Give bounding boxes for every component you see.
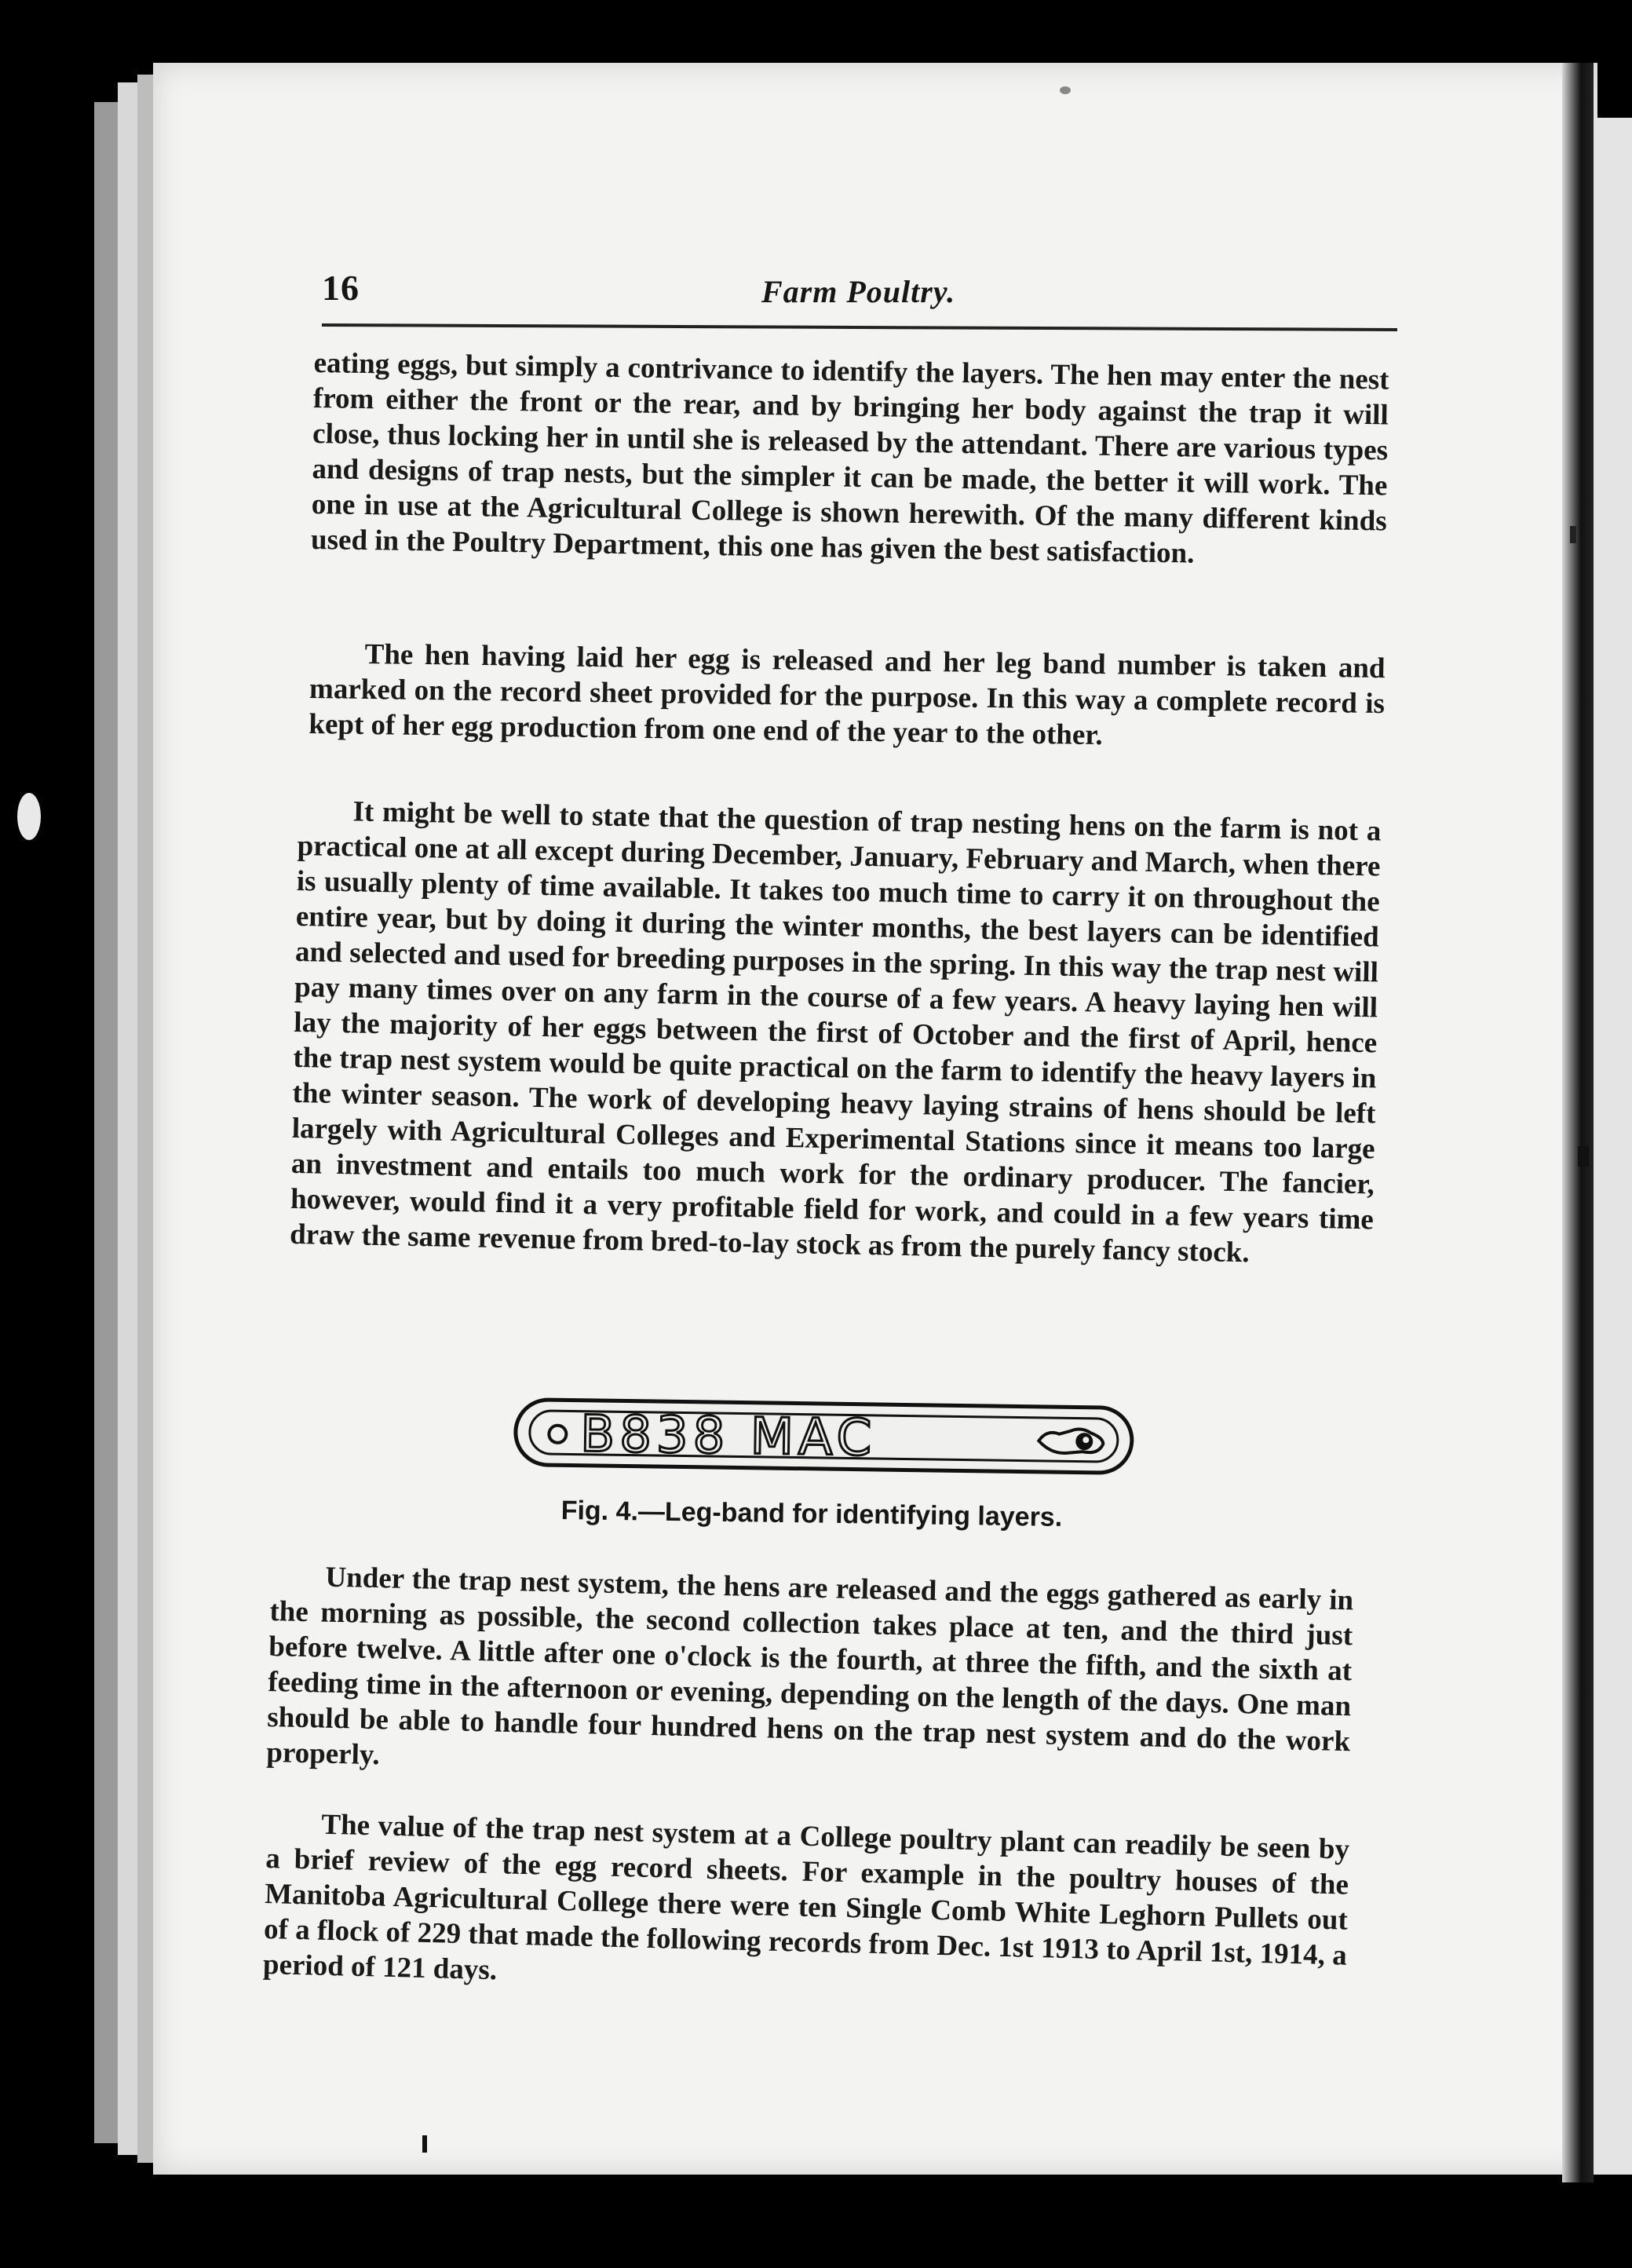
leg-band-figure: [513, 1397, 1134, 1492]
paragraph: The value of the trap nest system at a College poultry plant can readily be seen by a brief review of the egg record sheets. For example in the poultry houses of the Manitoba Agricultural College there were ten Single Comb White Leghorn Pullets out of a flock of 229 that made the following records from Dec. 1st 1913 to April 1st, 1914, a period of 121 days.: [262, 1808, 1350, 1987]
page-edge: [94, 102, 118, 2143]
running-title: Farm Poultry.: [761, 274, 956, 309]
header-rule: [322, 323, 1397, 331]
body-text-block: [290, 793, 1382, 1273]
paragraph: eating eggs, but simply a contrivance to identify the layers. The hen may enter the nest from either the front or the rear, and by bringing her body against the trap it will close, thus locking her in until she is released by the attendant. There are various types and designs of trap nests, but the simpler it can be made, the better it will work. The one in use at the Agricultural College is shown herewith. Of the many different kinds used in the Poultry Department, this one has given the best satisfaction.: [310, 346, 1389, 570]
paragraph: Under the trap nest system, the hens are released and the eggs gathered as early in the morning as possible, the second collection takes place at ten, and the third just before twelve. A little after one o'clock is the fourth, at three the fifth, and the sixth at feeding time in the afternoon or evening, depending on the length of the days. One man should be able to handle four hundred hens on the trap nest system and do the work properly.: [265, 1561, 1354, 1772]
body-text-block: [266, 1558, 1354, 1795]
body-text-block: [311, 345, 1389, 574]
margin-mark: [1570, 526, 1576, 543]
margin-mark: [422, 2135, 427, 2153]
paragraph: It might be well to state that the question of trap nesting hens on the farm is not a practical one at all except during December, January, February and March, when there is usually plenty of time available. It takes too much time to carry it on throughout the entire year, but by doing it during the winter months, the best layers can be identified and selected and used for breeding purposes in the spring. In this way the trap nest will pay many times over on any farm in the course of a few years. A heavy laying hen will lay the majority of her eggs between the first of October and the first of April, hence the trap nest system would be quite practical on the farm to identify the heavy layers in the winter season. The work of developing heavy laying strains of hens should be left largely with Agricultural Colleges and Experimental Stations since it means too large an investment and entails too much work for the ordinary producer. The fancier, however, would find it a very profitable field for work, and could in a few years time draw the same revenue from bred-to-lay stock as from the purely fancy stock.: [289, 795, 1382, 1269]
body-text-block: [263, 1806, 1350, 2009]
margin-mark: [1578, 1146, 1589, 1167]
leg-band-outline: [513, 1397, 1134, 1475]
figure-caption: Fig. 4.—Leg-band for identifying layers.: [560, 1496, 1063, 1532]
page-header: [322, 267, 1397, 338]
scan-speck: [1060, 86, 1071, 94]
page-number: 16: [322, 268, 360, 308]
scan-speck: [17, 793, 41, 840]
body-text-block: [309, 636, 1386, 757]
leg-band-number: B838 MAC: [579, 1405, 877, 1468]
book-gutter: [1562, 63, 1594, 2182]
leg-band-clasp-icon: [1035, 1423, 1108, 1459]
facing-page-edge: [1594, 118, 1632, 2175]
paragraph: The hen having laid her egg is released and her leg band number is taken and marked on the record sheet provided for the purpose. In this way a complete record is kept of her egg production from one end of the year to the other.: [309, 637, 1386, 752]
